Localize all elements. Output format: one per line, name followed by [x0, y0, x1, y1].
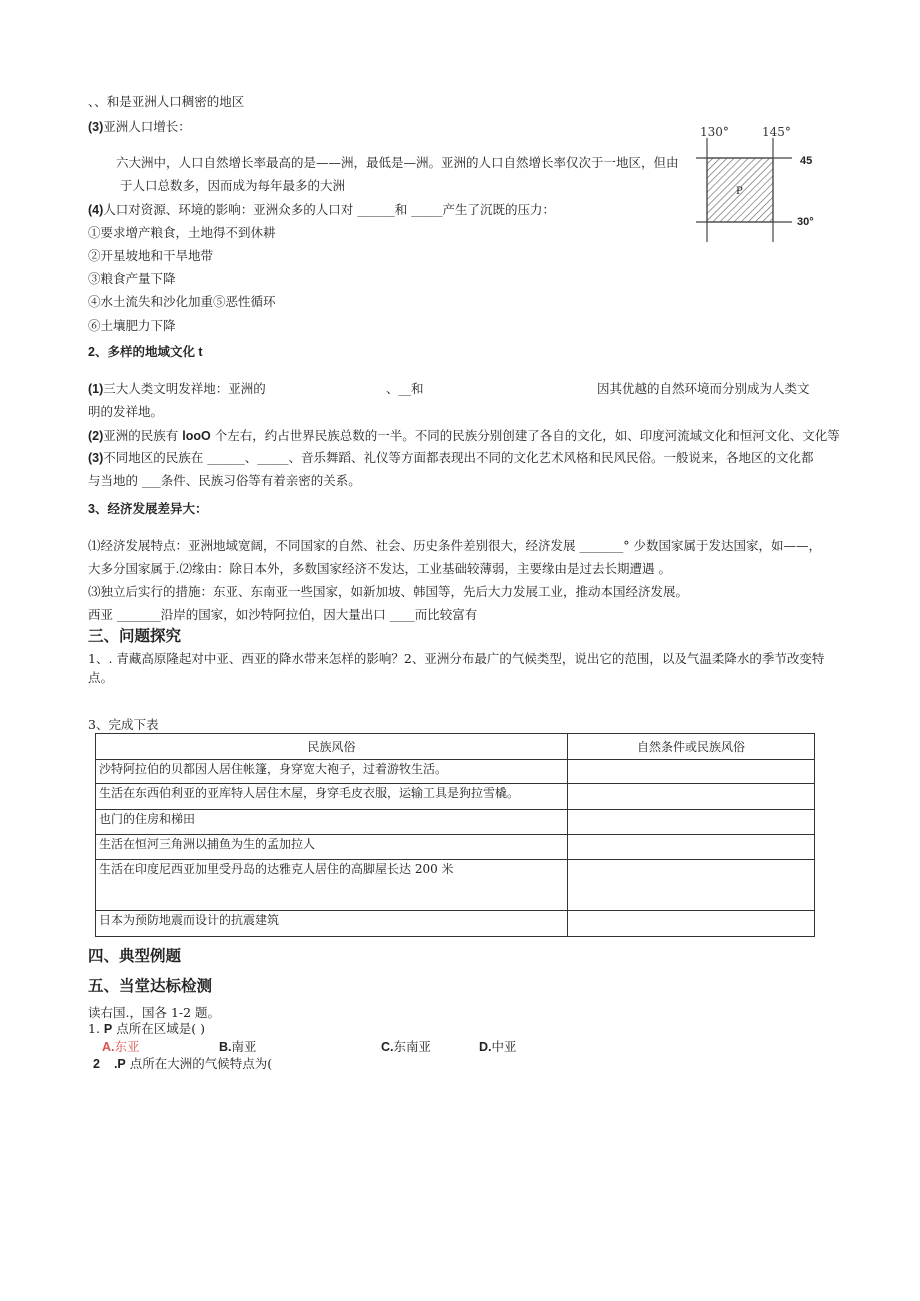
table-row	[96, 860, 815, 911]
table-answer-cell[interactable]	[568, 860, 815, 911]
q3-text-line1: 六大洲中，人口自然增长率最高的是——洲，最低是—洲。亚洲的人口自然增长率仅次于一地区，但由	[116, 155, 679, 170]
table-row	[96, 760, 815, 784]
q3-title: 亚洲人口增长：	[103, 119, 191, 134]
q4-heading	[88, 202, 555, 218]
part5-q1-text: 点所在区域是( )	[112, 1021, 205, 1036]
s2-p1-text: 三大人类文明发祥地：亚洲的	[103, 381, 266, 396]
option-c[interactable]	[381, 1039, 431, 1055]
table-row	[96, 835, 815, 860]
text-dense-areas: 、、和是亚洲人口稠密的地区	[88, 94, 245, 109]
q4-number: (4)	[88, 203, 104, 217]
table-cell-custom: 生活在东西伯利亚的亚库特人居住木屋，身穿毛皮衣服，运输工具是狗拉雪橇。	[96, 784, 568, 810]
impact-item: ②开星坡地和干旱地带	[88, 248, 214, 263]
part4-heading: 四、典型例题	[88, 948, 182, 965]
s2-p2-rest: 个左右，约占世界民族总数的一半。不同的民族分别创建了各自的文化，如、印度河流域文化和恒河文化、文化等	[210, 428, 840, 443]
part3-q1: 1、. 青藏高原隆起对中亚、西亚的降水带来怎样的影响？	[88, 651, 404, 666]
part5-q1-p: P	[103, 1022, 113, 1036]
map-lon-right-label: 145°	[762, 125, 791, 139]
option-d-text: 中亚	[491, 1039, 517, 1054]
q3-text-line2: 于人口总数多，因而成为每年最多的大洲	[120, 178, 346, 193]
s2-p2-number: (2)	[88, 429, 104, 443]
table-answer-cell[interactable]	[568, 784, 815, 810]
table-answer-cell[interactable]	[568, 810, 815, 835]
s2-p3-line2: 与当地的 ___条件、民族习俗等有着亲密的关系。	[88, 473, 361, 488]
option-a[interactable]	[102, 1039, 140, 1055]
q4-text: 人口对资源、环境的影响：亚洲众多的人口对 ______和 _____产生了沉既的压力：	[103, 202, 555, 217]
s2-p3	[88, 450, 814, 466]
s2-p1-b: 、__和	[386, 381, 424, 396]
part5-intro: 读右国.，国各 1-2 题。	[88, 1005, 221, 1020]
table-cell-custom: 日本为预防地震而设计的抗震建筑	[96, 911, 568, 937]
q3-number: (3)	[88, 120, 104, 134]
s3-line1: ⑴经济发展特点：亚洲地域宽阔，不同国家的自然、社会、历史条件差别很大，经济发展 _______° 少数国家属于发达国家，如——，	[88, 538, 821, 553]
part5-q2-text: 点所在大洲的气候特点为(	[125, 1056, 273, 1071]
impact-item: ③粮食产量下降	[88, 271, 176, 286]
part3-q2: 2、亚洲分布最广的气候类型，说出它的范围，以及气温柔降水的季节改变特	[403, 651, 825, 666]
s2-p2	[88, 428, 840, 444]
s2-p3-number: (3)	[88, 451, 104, 465]
s3-line2: 大多分国家属于.⑵缘由：除日本外，多数国家经济不发达，工业基础较薄弱，主要缘由是过去长期遭遇 。	[88, 561, 671, 576]
table-row	[96, 810, 815, 835]
option-d[interactable]	[479, 1039, 517, 1055]
part3-q2-cont: 点。	[88, 670, 114, 685]
q3-heading	[88, 119, 191, 135]
region-map	[690, 124, 820, 246]
section2-title: 2、多样的地域文化 t	[88, 345, 203, 359]
impact-item: ①要求增产粮食，土地得不到休耕	[88, 225, 276, 240]
option-a-text: 东亚	[114, 1039, 140, 1054]
table-answer-cell[interactable]	[568, 760, 815, 784]
table-answer-cell[interactable]	[568, 911, 815, 937]
s3-line4: 西亚 _______沿岸的国家，如沙特阿拉伯，因大量出口 ____而比较富有	[88, 607, 478, 622]
part3-q3: 3、完成下表	[88, 717, 159, 732]
part5-q2-p: .P	[113, 1057, 126, 1071]
table-cell-custom: 生活在印度尼西亚加里受丹岛的达雅克人居住的高脚屋长达 200 米	[96, 860, 568, 911]
s2-p3-text: 不同地区的民族在 ______、_____、音乐舞蹈、礼仪等方面都表现出不同的文化艺术风格和民风民俗。一般说来，各地区的文化都	[103, 450, 814, 465]
s2-p1-c: 因其优越的自然环境而分别成为人类文	[597, 381, 810, 396]
option-c-letter: C.	[381, 1040, 394, 1054]
part5-q1-number: 1.	[88, 1021, 104, 1036]
table-answer-cell[interactable]	[568, 835, 815, 860]
table-header-customs: 民族风俗	[96, 734, 568, 760]
table-row	[96, 784, 815, 810]
table-cell-custom: 沙特阿拉伯的贝都因人居住帐篷，身穿宽大袍子，过着游牧生活。	[96, 760, 568, 784]
s2-p2-text: 亚洲的民族有	[103, 428, 183, 443]
map-point-label: P	[736, 186, 743, 197]
s2-p1-d: 明的发祥地。	[88, 404, 164, 419]
option-b-text: 南亚	[231, 1039, 257, 1054]
table-row	[96, 911, 815, 937]
s2-p1-number: (1)	[88, 382, 104, 396]
table-cell-custom: 生活在恒河三角洲以捕鱼为生的孟加拉人	[96, 835, 568, 860]
part5-q2-number: 2	[93, 1057, 100, 1071]
table-header-row	[96, 734, 815, 760]
part3-q1-q2	[88, 651, 824, 667]
option-c-text: 东南亚	[393, 1039, 432, 1054]
part5-q2	[93, 1056, 272, 1072]
s2-p2-bold: looO	[182, 429, 211, 443]
map-lat-bottom-label: 30°	[797, 216, 814, 228]
map-lon-left-label: 130°	[700, 125, 729, 139]
s2-p1-a	[88, 381, 266, 397]
option-d-letter: D.	[479, 1040, 492, 1054]
impact-item: ④水土流失和沙化加重⑤恶性循环	[88, 294, 276, 309]
customs-table	[95, 733, 815, 937]
impact-item: ⑥土壤肥力下降	[88, 318, 176, 333]
part5-q1	[88, 1021, 205, 1037]
option-a-letter: A.	[102, 1040, 115, 1054]
part5-heading: 五、当堂达标检测	[88, 978, 213, 995]
map-lat-top-label: 45	[800, 155, 813, 167]
table-header-conditions: 自然条件或民族风俗	[568, 734, 815, 760]
part3-heading: 三、问题探究	[88, 628, 182, 645]
table-cell-custom: 也门的住房和梯田	[96, 810, 568, 835]
option-b[interactable]	[219, 1039, 257, 1055]
option-b-letter: B.	[219, 1040, 232, 1054]
section3-title: 3、经济发展差异大：	[88, 502, 208, 516]
s3-line3: ⑶独立后实行的措施：东亚、东南亚一些国家，如新加坡、韩国等，先后大力发展工业，推动本国经济发展。	[88, 584, 689, 599]
